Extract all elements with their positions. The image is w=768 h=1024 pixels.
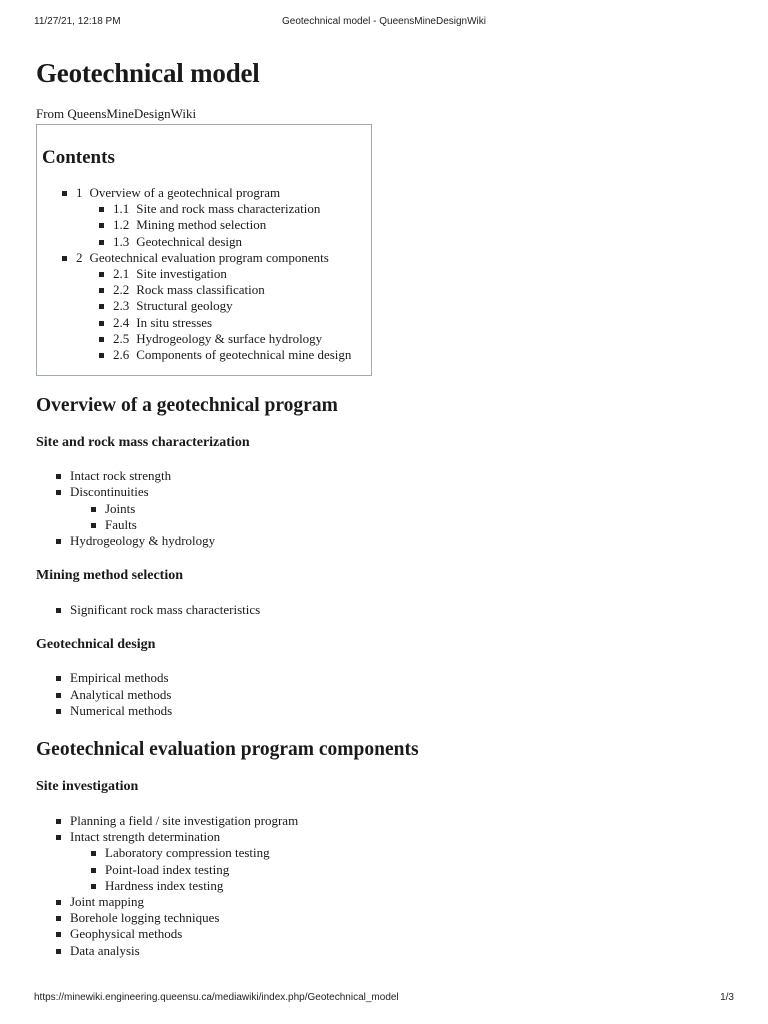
toc-label: Components of geotechnical mine design [136, 347, 352, 363]
page-title: Geotechnical model [36, 58, 260, 88]
toc-label: In situ stresses [136, 314, 213, 330]
strength-sublist [70, 845, 736, 894]
toc-number: 2.5 [113, 330, 130, 346]
toc-label: Structural geology [136, 298, 233, 314]
mining-method-list [36, 602, 736, 618]
toc-number: 2.3 [113, 298, 130, 314]
list-item: Planning a field / site investigation program [70, 813, 736, 829]
toc-label: Geotechnical design [136, 233, 243, 249]
list-item-text: Discontinuities [70, 484, 149, 500]
print-datetime: 11/27/21, 12:18 PM [34, 16, 121, 27]
list-item [70, 484, 736, 533]
toc-item-2[interactable] [76, 250, 371, 363]
toc-list [42, 185, 371, 363]
print-url: https://minewiki.engineering.queensu.ca/mediawiki/index.php/Geotechnical_model [34, 992, 399, 1003]
toc-label: Site and rock mass characterization [136, 201, 321, 217]
toc-sublist [76, 201, 371, 250]
toc-label: Rock mass classification [136, 282, 265, 298]
site-characterization-list [36, 468, 736, 549]
list-item: Laboratory compression testing [105, 845, 736, 861]
subsection-heading-site-investigation: Site investigation [36, 779, 139, 795]
list-item: Faults [105, 517, 736, 533]
list-item: Hydrogeology & hydrology [70, 533, 736, 549]
toc-number: 2.6 [113, 347, 130, 363]
toc-number: 1.2 [113, 217, 130, 233]
toc-item-1[interactable] [76, 185, 371, 250]
print-header [34, 16, 734, 30]
toc-item-2-5[interactable] [113, 331, 371, 347]
toc-label: Hydrogeology & surface hydrology [136, 330, 323, 346]
list-item: Significant rock mass characteristics [70, 602, 736, 618]
toc-label: Mining method selection [136, 217, 267, 233]
list-item: Analytical methods [70, 687, 736, 703]
toc-item-1-3[interactable] [113, 234, 371, 250]
list-item: Empirical methods [70, 670, 736, 686]
list-item: Joint mapping [70, 894, 736, 910]
toc-item-2-3[interactable] [113, 298, 371, 314]
toc-item-2-1[interactable] [113, 266, 371, 282]
toc-title: Contents [42, 147, 115, 168]
toc-number: 1.1 [113, 201, 130, 217]
subsection-heading-mining: Mining method selection [36, 568, 183, 584]
geotechnical-design-list [36, 670, 736, 719]
subsection-heading-design: Geotechnical design [36, 637, 156, 653]
discontinuities-sublist [70, 501, 736, 533]
table-of-contents [36, 124, 372, 376]
site-subtitle: From QueensMineDesignWiki [36, 106, 197, 121]
toc-item-2-2[interactable] [113, 282, 371, 298]
toc-number: 2 [76, 249, 83, 265]
list-item: Intact rock strength [70, 468, 736, 484]
list-item: Point-load index testing [105, 862, 736, 878]
list-item: Geophysical methods [70, 926, 736, 942]
article-content [36, 56, 736, 959]
toc-label: Site investigation [136, 266, 227, 282]
toc-item-2-6[interactable] [113, 347, 371, 363]
toc-number: 2.4 [113, 314, 130, 330]
section-heading-overview: Overview of a geotechnical program [36, 395, 338, 417]
list-item: Borehole logging techniques [70, 910, 736, 926]
list-item: Joints [105, 501, 736, 517]
toc-number: 1 [76, 185, 83, 200]
toc-number: 2.2 [113, 282, 130, 298]
toc-sublist [76, 266, 371, 363]
list-item-text: Intact strength determination [70, 829, 221, 845]
page-number: 1/3 [720, 992, 734, 1003]
section-heading-evaluation: Geotechnical evaluation program components [36, 739, 419, 761]
list-item [70, 829, 736, 894]
subsection-heading-site: Site and rock mass characterization [36, 435, 250, 451]
toc-label: Geotechnical evaluation program components [89, 249, 329, 265]
site-investigation-list [36, 813, 736, 959]
print-footer [34, 992, 734, 1006]
list-item: Data analysis [70, 943, 736, 959]
print-doc-title: Geotechnical model - QueensMineDesignWiki [282, 16, 486, 27]
list-item: Hardness index testing [105, 878, 736, 894]
toc-item-1-2[interactable] [113, 217, 371, 233]
toc-item-2-4[interactable] [113, 315, 371, 331]
toc-item-1-1[interactable] [113, 201, 371, 217]
list-item: Numerical methods [70, 703, 736, 719]
toc-number: 2.1 [113, 266, 130, 282]
toc-number: 1.3 [113, 233, 130, 249]
toc-label: Overview of a geotechnical program [89, 185, 281, 200]
